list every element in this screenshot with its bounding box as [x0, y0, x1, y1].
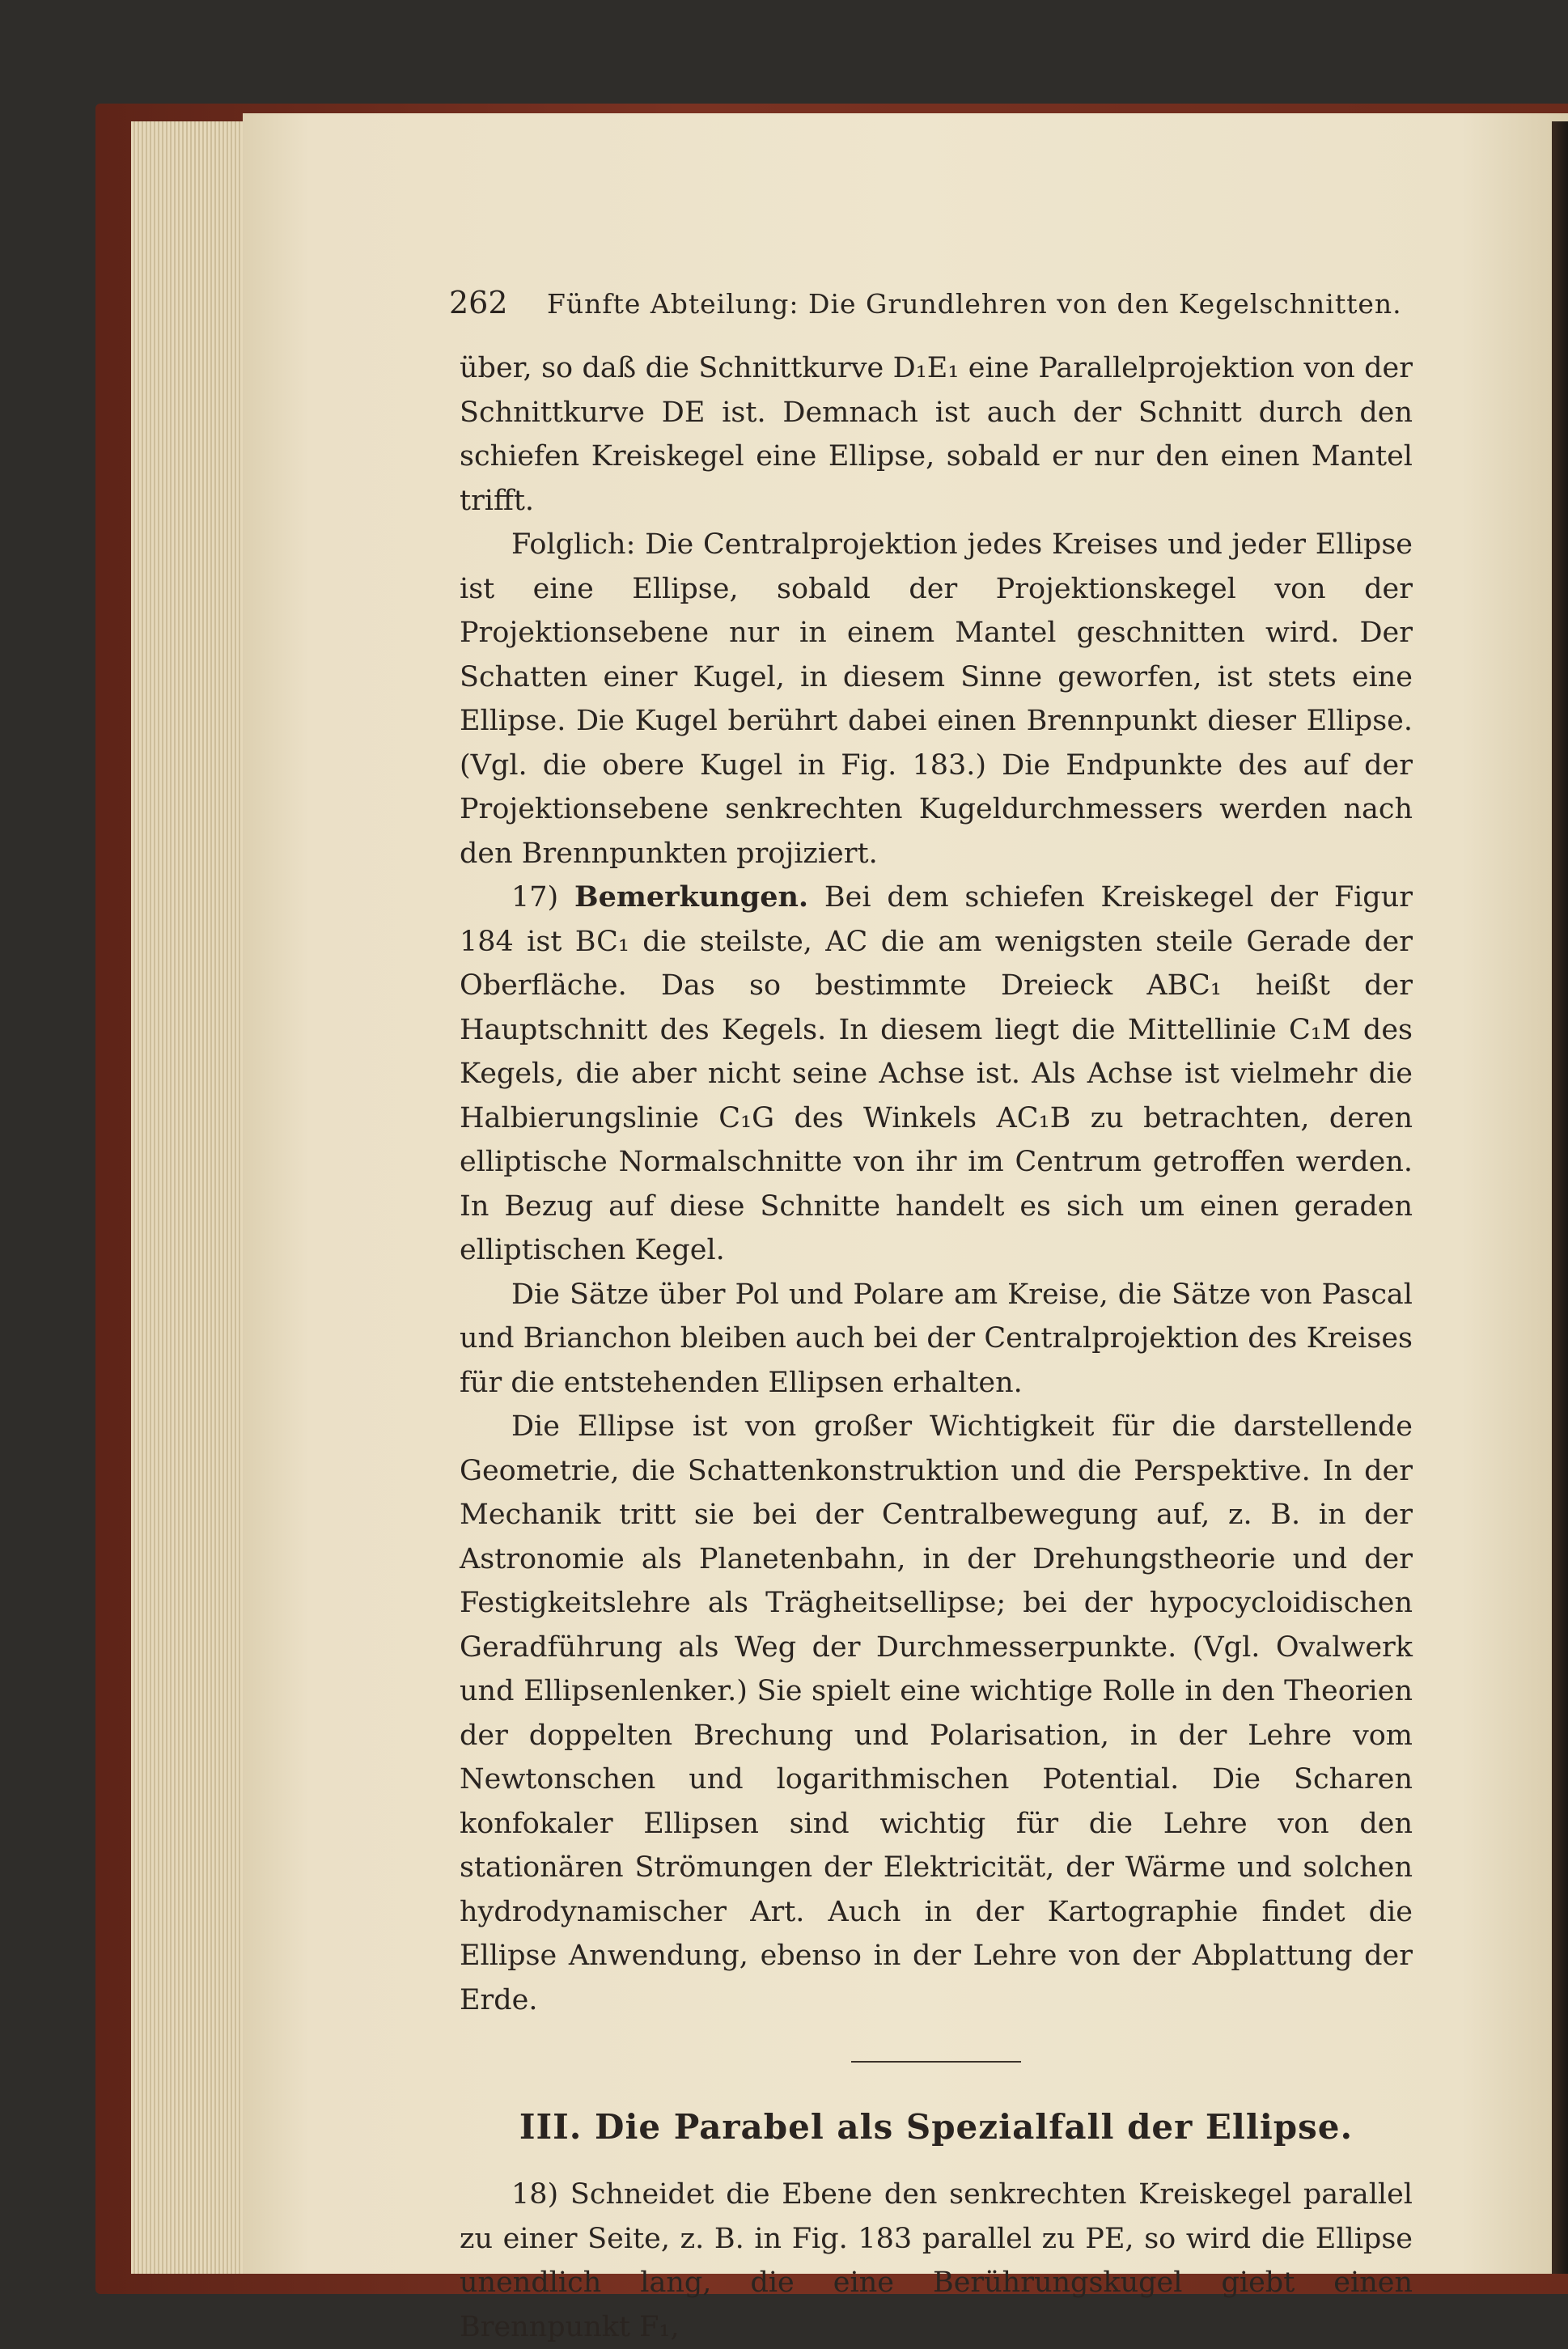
running-header [449, 285, 1420, 320]
section-17-text: Bei dem schiefen Kreiskegel der Figur 184 ist BC₁ die steilste, AC die am wenigsten steile Gerade der Oberfläche. Das so bestimmte Dreieck ABC₁ heißt der Hauptschnitt des Kegels. In diesem liegt die Mittellinie C₁M des Kegels, die aber nicht seine Achse ist. Als Achse ist vielmehr die Halbierungslinie C₁G des Winkels AC₁B zu betrachten, deren elliptische Normalschnitte von ihr im Centrum getroffen werden. In Bezug auf diese Schnitte handelt es sich um einen geraden elliptischen Kegel. [460, 881, 1413, 1266]
paragraph-saetze: Die Sätze über Pol und Polare am Kreise, die Sätze von Pascal und Brianchon bleiben auch bei der Centralprojektion des Kreises für die entstehenden Ellipsen erhalten. [460, 1278, 1413, 1399]
section-number: 17) [511, 881, 559, 914]
paragraph-folglich: Folglich: Die Centralprojektion jedes Kreises und jeder Ellipse ist eine Ellipse, sobald der Projektionskegel von der Projektionsebene nur in einem Mantel geschnitten wird. Der Schatten einer Kugel, in diesem Sinne geworfen, ist stets eine Ellipse. Die Kugel berührt dabei einen Brennpunkt dieser Ellipse. (Vgl. die obere Kugel in Fig. 183.) Die Endpunkte des auf der Projektionsebene senkrechten Kugeldurchmessers werden nach den Brennpunkten projiziert. [460, 528, 1413, 870]
paragraph-17 [460, 876, 1413, 1273]
section-heading: III. Die Parabel als Spezialfall der Ellipse. [519, 2107, 1354, 2147]
paragraph-ellipse-wichtigkeit: Die Ellipse ist von großer Wichtigkeit für die darstellende Geometrie, die Schattenkonstruktion und die Perspektive. In der Mechanik tritt sie bei der Centralbewegung auf, z. B. in der Astronomie als Planetenbahn, in der Drehungstheorie und der Festigkeitslehre als Trägheitsellipse; bei der hypocycloidischen Geradführung als Weg der Durchmesserpunkte. (Vgl. Ovalwerk und Ellipsenlenker.) Sie spielt eine wichtige Rolle in den Theorien der doppelten Brechung und Polarisation, in der Lehre vom Newtonschen und logarithmischen Potential. Die Scharen konfokaler Ellipsen sind wichtig für die Lehre von den stationären Strömungen der Elektricität, der Wärme und solchen hydrodynamischer Art. Auch in der Kartographie findet die Ellipse Anwendung, ebenso in der Lehre von der Abplattung der Erde. [460, 1410, 1413, 2016]
page-number: 262 [449, 285, 508, 320]
paragraph-18: 18) Schneidet die Ebene den senkrechten Kreiskegel parallel zu einer Seite, z. B. in Fig. 183 parallel zu PE, so wird die Ellipse unendlich lang, die eine Berührungskugel giebt einen Brennpunkt F₁, [460, 2178, 1413, 2343]
paragraph-continuation: über, so daß die Schnittkurve D₁E₁ eine Parallelprojektion von der Schnittkurve DE ist. Demnach ist auch der Schnitt durch den schiefen Kreiskegel eine Ellipse, sobald er nur den einen Mantel trifft. [460, 352, 1413, 517]
running-title: Fünfte Abteilung: Die Grundlehren von den Kegelschnitten. [547, 288, 1402, 320]
facing-page-edge [1552, 121, 1568, 2274]
section-keyword: Bemerkungen. [574, 880, 809, 914]
section-divider [851, 2061, 1021, 2063]
page-body [460, 346, 1413, 2349]
